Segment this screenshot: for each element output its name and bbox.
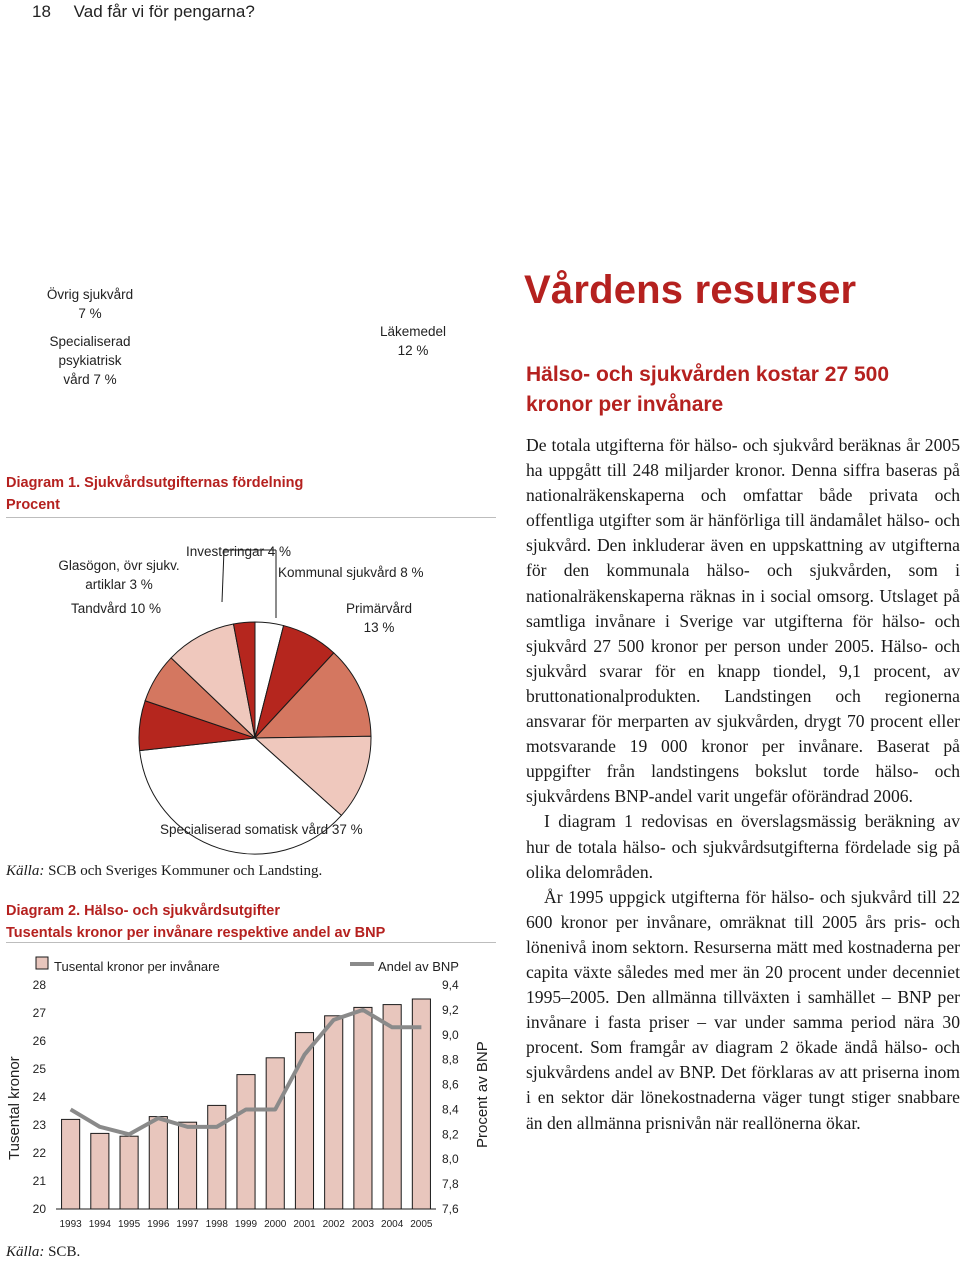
bar-2005 [412, 999, 430, 1209]
label-lakemedel-line2: 12 % [397, 343, 429, 358]
x-tick-label: 1995 [117, 1219, 141, 1230]
y-left-tick-label: 23 [32, 1118, 46, 1132]
label-ovrig [40, 285, 140, 323]
diagram1-title-block [6, 472, 476, 516]
y-right-axis-label: Procent av BNP [474, 1041, 491, 1148]
label-psyk-line3: vård 7 % [63, 372, 117, 387]
y-right-tick-label: 8,4 [442, 1102, 459, 1117]
diagram1-rule [6, 517, 496, 518]
legend-line-label: Andel av BNP [378, 959, 459, 974]
y-left-tick-label: 20 [32, 1202, 46, 1216]
x-tick-label: 2005 [410, 1219, 433, 1230]
y-left-tick-label: 28 [32, 978, 46, 992]
label-ovrig-line1: Övrig sjukvård [46, 287, 134, 302]
y-right-tick-label: 9,4 [442, 978, 459, 992]
page-number: 18 [32, 2, 51, 21]
diagram1-title: Diagram 1. Sjukvårdsutgifternas fördelning [6, 475, 304, 491]
label-lakemedel-text [377, 322, 449, 360]
y-right-tick-label: 9,0 [442, 1027, 459, 1042]
x-tick-label: 2000 [264, 1219, 287, 1230]
bar-1993 [62, 1119, 80, 1209]
running-title: Vad får vi för pengarna? [73, 2, 255, 21]
y-left-tick-label: 21 [32, 1174, 46, 1188]
diagram1-subtitle: Procent [6, 497, 60, 513]
label-glas-line1: Glasögon, övr sjukv. [58, 558, 180, 573]
x-tick-label: 1998 [205, 1219, 228, 1230]
diagram1-source [6, 863, 322, 880]
x-tick-label: 2002 [322, 1219, 345, 1230]
y-left-tick-label: 22 [32, 1146, 46, 1160]
legend-bar-swatch [36, 957, 48, 969]
diagram2-title-block [6, 900, 486, 944]
diagram1-source-text: SCB och Sveriges Kommuner och Landsting. [48, 863, 323, 879]
bar-1997 [178, 1122, 196, 1209]
label-glas-line2: artiklar 3 % [85, 577, 153, 592]
x-tick-label: 2003 [351, 1219, 375, 1230]
label-ovrig-line2: 7 % [78, 306, 102, 321]
bar-1996 [149, 1117, 167, 1209]
diagram2-title: Diagram 2. Hälso- och sjukvårdsutgifter [6, 903, 280, 919]
y-right-tick-label: 8,0 [442, 1152, 459, 1167]
section-title: Vårdens resurser [524, 268, 857, 312]
diagram1-source-label: Källa: [6, 863, 45, 879]
y-right-tick-label: 7,8 [442, 1177, 459, 1192]
x-tick-label: 2004 [381, 1219, 404, 1230]
bar-1995 [120, 1136, 138, 1209]
x-tick-label: 1993 [59, 1219, 82, 1230]
diagram2-rule [6, 942, 496, 943]
article-heading: Hälso- och sjukvården kostar 27 500 kronor per invånare [526, 363, 889, 416]
label-primarvard-line2: 13 % [363, 620, 395, 635]
label-psyk-line1: Specialiserad [49, 334, 131, 349]
bar-2001 [295, 1033, 313, 1209]
bar-1994 [91, 1133, 109, 1209]
y-left-tick-label: 27 [32, 1006, 46, 1020]
label-psykiatrisk [40, 332, 140, 389]
y-left-tick-label: 24 [32, 1090, 46, 1104]
legend-bar-label: Tusental kronor per invånare [54, 959, 220, 974]
label-primarvard [344, 599, 414, 637]
label-primarvard-line1: Primärvård [345, 601, 412, 616]
y-left-tick-label: 25 [32, 1062, 46, 1076]
diagram2-source-text: SCB. [48, 1244, 81, 1260]
x-tick-label: 1994 [88, 1219, 111, 1230]
y-right-tick-label: 8,2 [442, 1127, 459, 1142]
paragraph-2: I diagram 1 redovisas en överslagsmässig beräkning av hur de totala hälso- och sjukvårdsutgifterna fördelade sig på olika delområden. [526, 811, 960, 882]
label-kommunal: Kommunal sjukvård 8 % [278, 565, 424, 580]
diagram2-subtitle: Tusentals kronor per invånare respektive andel av BNP [6, 925, 386, 941]
bar-2000 [266, 1058, 284, 1209]
y-left-tick-label: 26 [32, 1034, 46, 1048]
y-left-axis-label: Tusental kronor [6, 1056, 23, 1160]
bar-2003 [354, 1007, 372, 1209]
label-tandvard: Tandvård 10 % [71, 601, 162, 616]
bar-2004 [383, 1005, 401, 1209]
y-right-tick-label: 9,2 [442, 1002, 459, 1017]
y-right-tick-label: 7,6 [442, 1202, 459, 1216]
label-glasogon [54, 556, 184, 594]
paragraph-1: De totala utgifterna för hälso- och sjukvård beräknas år 2005 ha uppgått till 248 miljarder kronor. Denna siffra baseras på nationalräkenskaperna och omfattar både privata och offentliga utgifter som är hänförliga till ändamålet hälso- och sjukvård. Den inkluderar även en uppskattning av utgifterna för den kommunala hälso- och sjukvården, som i nationalräkenskaperna räknas in i social omsorg. Utslaget på samtliga invånare i Sverige var utgifterna för hälso- och sjukvård 27 500 kronor per person under 2005. Hälso- och sjukvård svarar för en knapp tiondel, 9,1 procent, av bruttonationalprodukten. Landstingen och regionerna ansvarar för merparten av sjukvården, drygt 70 procent eller motsvarande 19 000 kronor per invånare. Baserat på uppgifter från landstingens bokslut torde hälso- och sjukvårdens BNP-andel varit ungefär oförändrad 2006. [526, 435, 960, 807]
diagram2-source-label: Källa: [6, 1244, 45, 1260]
x-tick-label: 1997 [176, 1219, 199, 1230]
label-investeringar: Investeringar 4 % [186, 544, 292, 559]
x-tick-label: 1999 [234, 1219, 258, 1230]
running-header [32, 2, 273, 22]
bar-2002 [325, 1016, 343, 1209]
label-lakemedel-line1: Läkemedel [379, 324, 447, 339]
label-psyk-line2: psykiatrisk [58, 353, 122, 368]
article-body [526, 433, 960, 1136]
paragraph-3: År 1995 uppgick utgifterna för hälso- och sjukvård till 22 600 kronor per invånare, omräknat till 2005 års pris- och lönenivå inom sektorn. Resurserna mätt med kostnaderna per capita växte således med mer än 20 procent under decenniet 1995–2005. Den allmänna tillväxten i samhället – BNP per invånare i fasta priser – var under samma period nära 30 procent. Som framgår av diagram 2 ökade ändå hälso- och sjukvårdens andel av BNP. Det förklaras av att priserna inom i en sektor där lönekostnaderna väger tungt stiger snabbare än den allmänna prisnivån när reallönerna ökar. [526, 886, 960, 1133]
x-tick-label: 2001 [293, 1219, 316, 1230]
bar-1999 [237, 1075, 255, 1209]
x-tick-label: 1996 [147, 1219, 170, 1230]
diagram2-source [6, 1244, 80, 1261]
y-right-tick-label: 8,6 [442, 1077, 459, 1092]
diagram2-combo-chart [0, 945, 500, 1245]
label-somatisk: Specialiserad somatisk vård 37 % [160, 822, 363, 837]
y-right-tick-label: 8,8 [442, 1052, 459, 1067]
